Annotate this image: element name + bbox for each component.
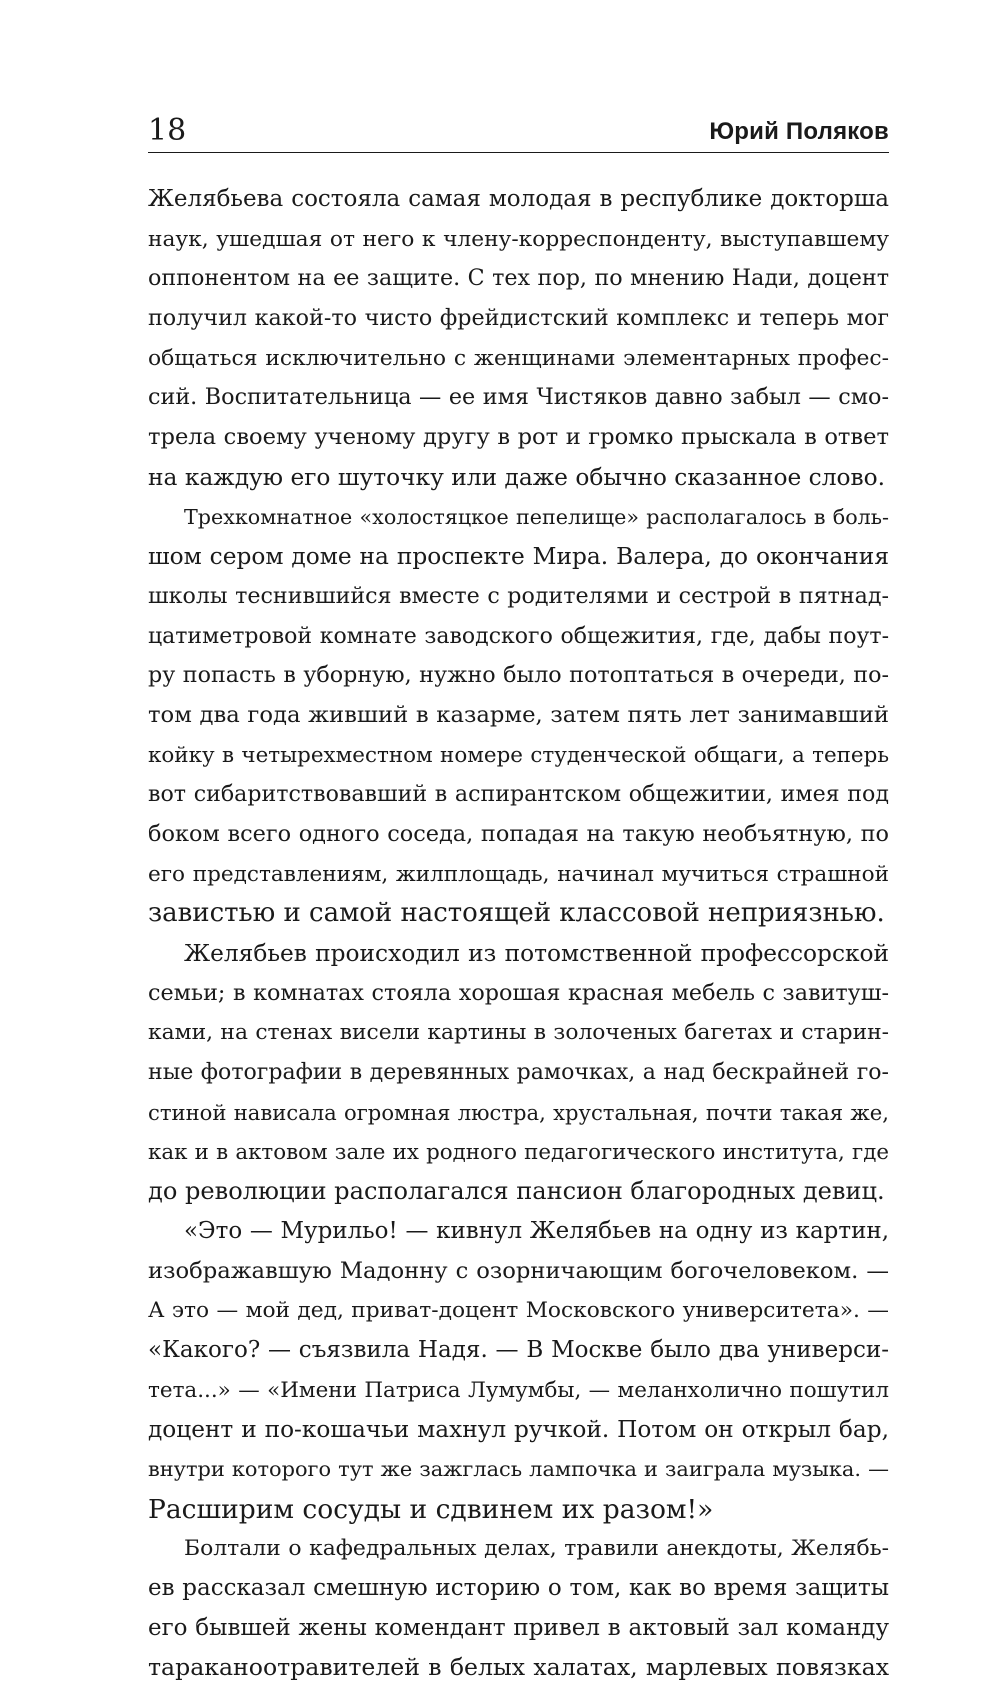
running-header [148, 112, 889, 153]
text-line: вот сибаритствовавший в аспирантском общежитии, имея под [148, 781, 889, 808]
text-line: внутри которого тут же зажглась лампочка и заиграла музыка. — [148, 1457, 889, 1481]
text-line: наук, ушедшая от него к члену-корреспонденту, выступавшему [148, 226, 889, 252]
text-line: его бывшей жены комендант привел в актовый зал команду [148, 1614, 889, 1641]
text-line: «Это — Мурильо! — кивнул Желябьев на одну из картин, [184, 1217, 889, 1244]
text-line: цатиметровой комнате заводского общежития, где, дабы поут- [148, 623, 889, 649]
text-line: семьи; в комнатах стояла хорошая красная мебель с завитуш- [148, 979, 889, 1006]
text-line: Расширим сосуды и сдвинем их разом!» [148, 1493, 714, 1525]
author-name: Юрий Поляков [709, 118, 889, 145]
text-line: получил какой-то чисто фрейдистский комплекс и теперь мог [148, 305, 889, 332]
page-number: 18 [148, 113, 187, 148]
text-line: изображавшую Мадонну с озорничающим богочеловеком. — [148, 1257, 889, 1284]
text-line: школы теснившийся вместе с родителями и сестрой в пятнад- [148, 582, 889, 609]
text-line: до революции располагался пансион благородных девиц. [148, 1177, 885, 1206]
text-line: Болтали о кафедральных делах, травили анекдоты, Желябь- [184, 1536, 889, 1562]
text-line: на каждую его шуточку или даже обычно сказанное слово. [148, 463, 886, 491]
text-line: ные фотографии в деревянных рамочках, а над бескрайней го- [148, 1060, 889, 1086]
text-line: общаться исключительно с женщинами элементарных профес- [148, 345, 889, 371]
text-line: том два года живший в казарме, затем пять лет занимавший [148, 701, 889, 728]
text-line: койку в четырехместном номере студенческой общаги, а теперь [148, 742, 889, 768]
text-line: шом сером доме на проспекте Мира. Валера, до окончания [148, 543, 889, 571]
text-line: Желябьева состояла самая молодая в республике докторша [148, 186, 889, 212]
text-line: ками, на стенах висели картины в золоченых багетах и старин- [148, 1020, 889, 1046]
text-line: как и в актовом зале их родного педагогического института, где [148, 1139, 889, 1165]
text-line: оппонентом на ее защите. С тех пор, по мнению Нади, доцент [148, 265, 889, 292]
text-line: А это — мой дед, приват-доцент Московского университета». — [148, 1298, 889, 1324]
text-line: ру попасть в уборную, нужно было потоптаться в очереди, по- [148, 662, 889, 689]
text-line: тараканоотравителей в белых халатах, марлевых повязках [148, 1653, 889, 1682]
text-line: Желябьев происходил из потомственной профессорской [184, 940, 889, 968]
text-line: тета...» — «Имени Патриса Лумумбы, — меланхолично пошутил [148, 1377, 889, 1403]
text-line: боком всего одного соседа, попадая на такую необъятную, по [148, 821, 889, 847]
text-line: трела своему ученому другу в рот и громко прыскала в ответ [148, 424, 889, 451]
text-line: стиной нависала огромная люстра, хрустальная, почти такая же, [148, 1099, 889, 1125]
text-line: «Какого? — съязвила Надя. — В Москве было два универси- [148, 1336, 889, 1363]
text-line: доцент и по-кошачьи махнул ручкой. Потом он открыл бар, [148, 1416, 889, 1444]
text-line: сий. Воспитательница — ее имя Чистяков давно забыл — смо- [148, 384, 889, 411]
text-line: ев рассказал смешную историю о том, как во время защиты [148, 1575, 889, 1602]
text-line: его представлениям, жилплощадь, начинал мучиться страшной [148, 861, 889, 887]
text-line: завистью и самой настоящей классовой неприязнью. [148, 898, 885, 929]
text-line: Трехкомнатное «холостяцкое пепелище» располагалось в боль- [184, 504, 889, 529]
body-text [148, 180, 889, 1688]
